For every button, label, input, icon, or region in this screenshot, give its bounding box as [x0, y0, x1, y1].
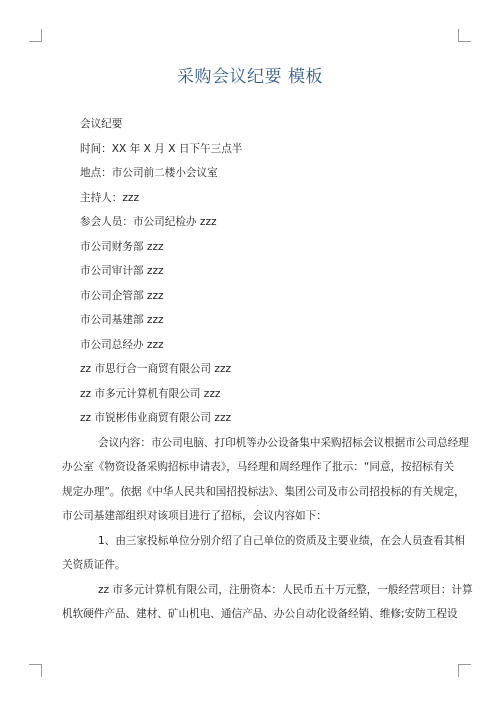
attendee-line: 市公司财务部 zzz [80, 240, 164, 253]
attendee-line: zz 市思行合一商贸有限公司 zzz [80, 363, 232, 375]
paragraph-line: 会议内容：市公司电脑、打印机等办公设备集中采购招标会议根据市公司总经理 [98, 436, 469, 449]
paragraph-line: 机软硬件产品、建材、矿山机电、通信产品、办公自动化设备经销、维修;安防工程设 [62, 608, 458, 620]
crop-mark-bottom-right [458, 664, 471, 677]
attendee-line: 市公司总经办 zzz [80, 338, 164, 351]
crop-mark-top-right [458, 29, 471, 42]
bidder-intro-paragraph [62, 529, 465, 578]
attendee-line: 市公司审计部 zzz [80, 265, 164, 277]
meeting-location: 地点：市公司前二楼小会议室 [80, 167, 218, 179]
document-title: 采购会议纪要 模板 [177, 67, 323, 87]
paragraph-line: 办公室《物资设备采购招标申请表》，马经理和周经理作了批示：“同意，按招标有关 [62, 461, 455, 473]
meeting-content-paragraph [62, 431, 469, 529]
paragraph-line: zz 市多元计算机有限公司，注册资本：人民币五十万元整，一般经营项目：计算 [98, 583, 473, 596]
meeting-time: 时间：XX 年 X 月 X 日下午三点半 [80, 142, 243, 155]
attendee-line: 市公司企管部 zzz [80, 289, 164, 302]
meeting-host: 主持人：zzz [80, 191, 140, 204]
paragraph-line: 市公司基建部组织对该项目进行了招标，会议内容如下： [62, 510, 327, 522]
paragraph-line: 规定办理”。依据《中华人民共和国招投标法》、集团公司及市公司招投标的有关规定， [62, 485, 465, 498]
meeting-heading: 会议纪要 [80, 118, 123, 130]
paragraph-line: 关资质证件。 [62, 559, 126, 571]
attendee-line: 市公司基建部 zzz [80, 314, 164, 326]
attendee-line: zz 市锐彬伟业商贸有限公司 zzz [80, 412, 232, 424]
crop-mark-top-left [29, 29, 42, 42]
paragraph-line: 1、由三家投标单位分别介绍了自己单位的资质及主要业绩，在会人员查看其相 [98, 534, 465, 547]
attendee-line: zz 市多元计算机有限公司 zzz [80, 387, 221, 400]
crop-mark-bottom-left [29, 664, 42, 677]
document-body [62, 112, 473, 627]
attendee-line: 参会人员：市公司纪检办 zzz [80, 216, 217, 228]
company-profile-paragraph [62, 578, 473, 627]
